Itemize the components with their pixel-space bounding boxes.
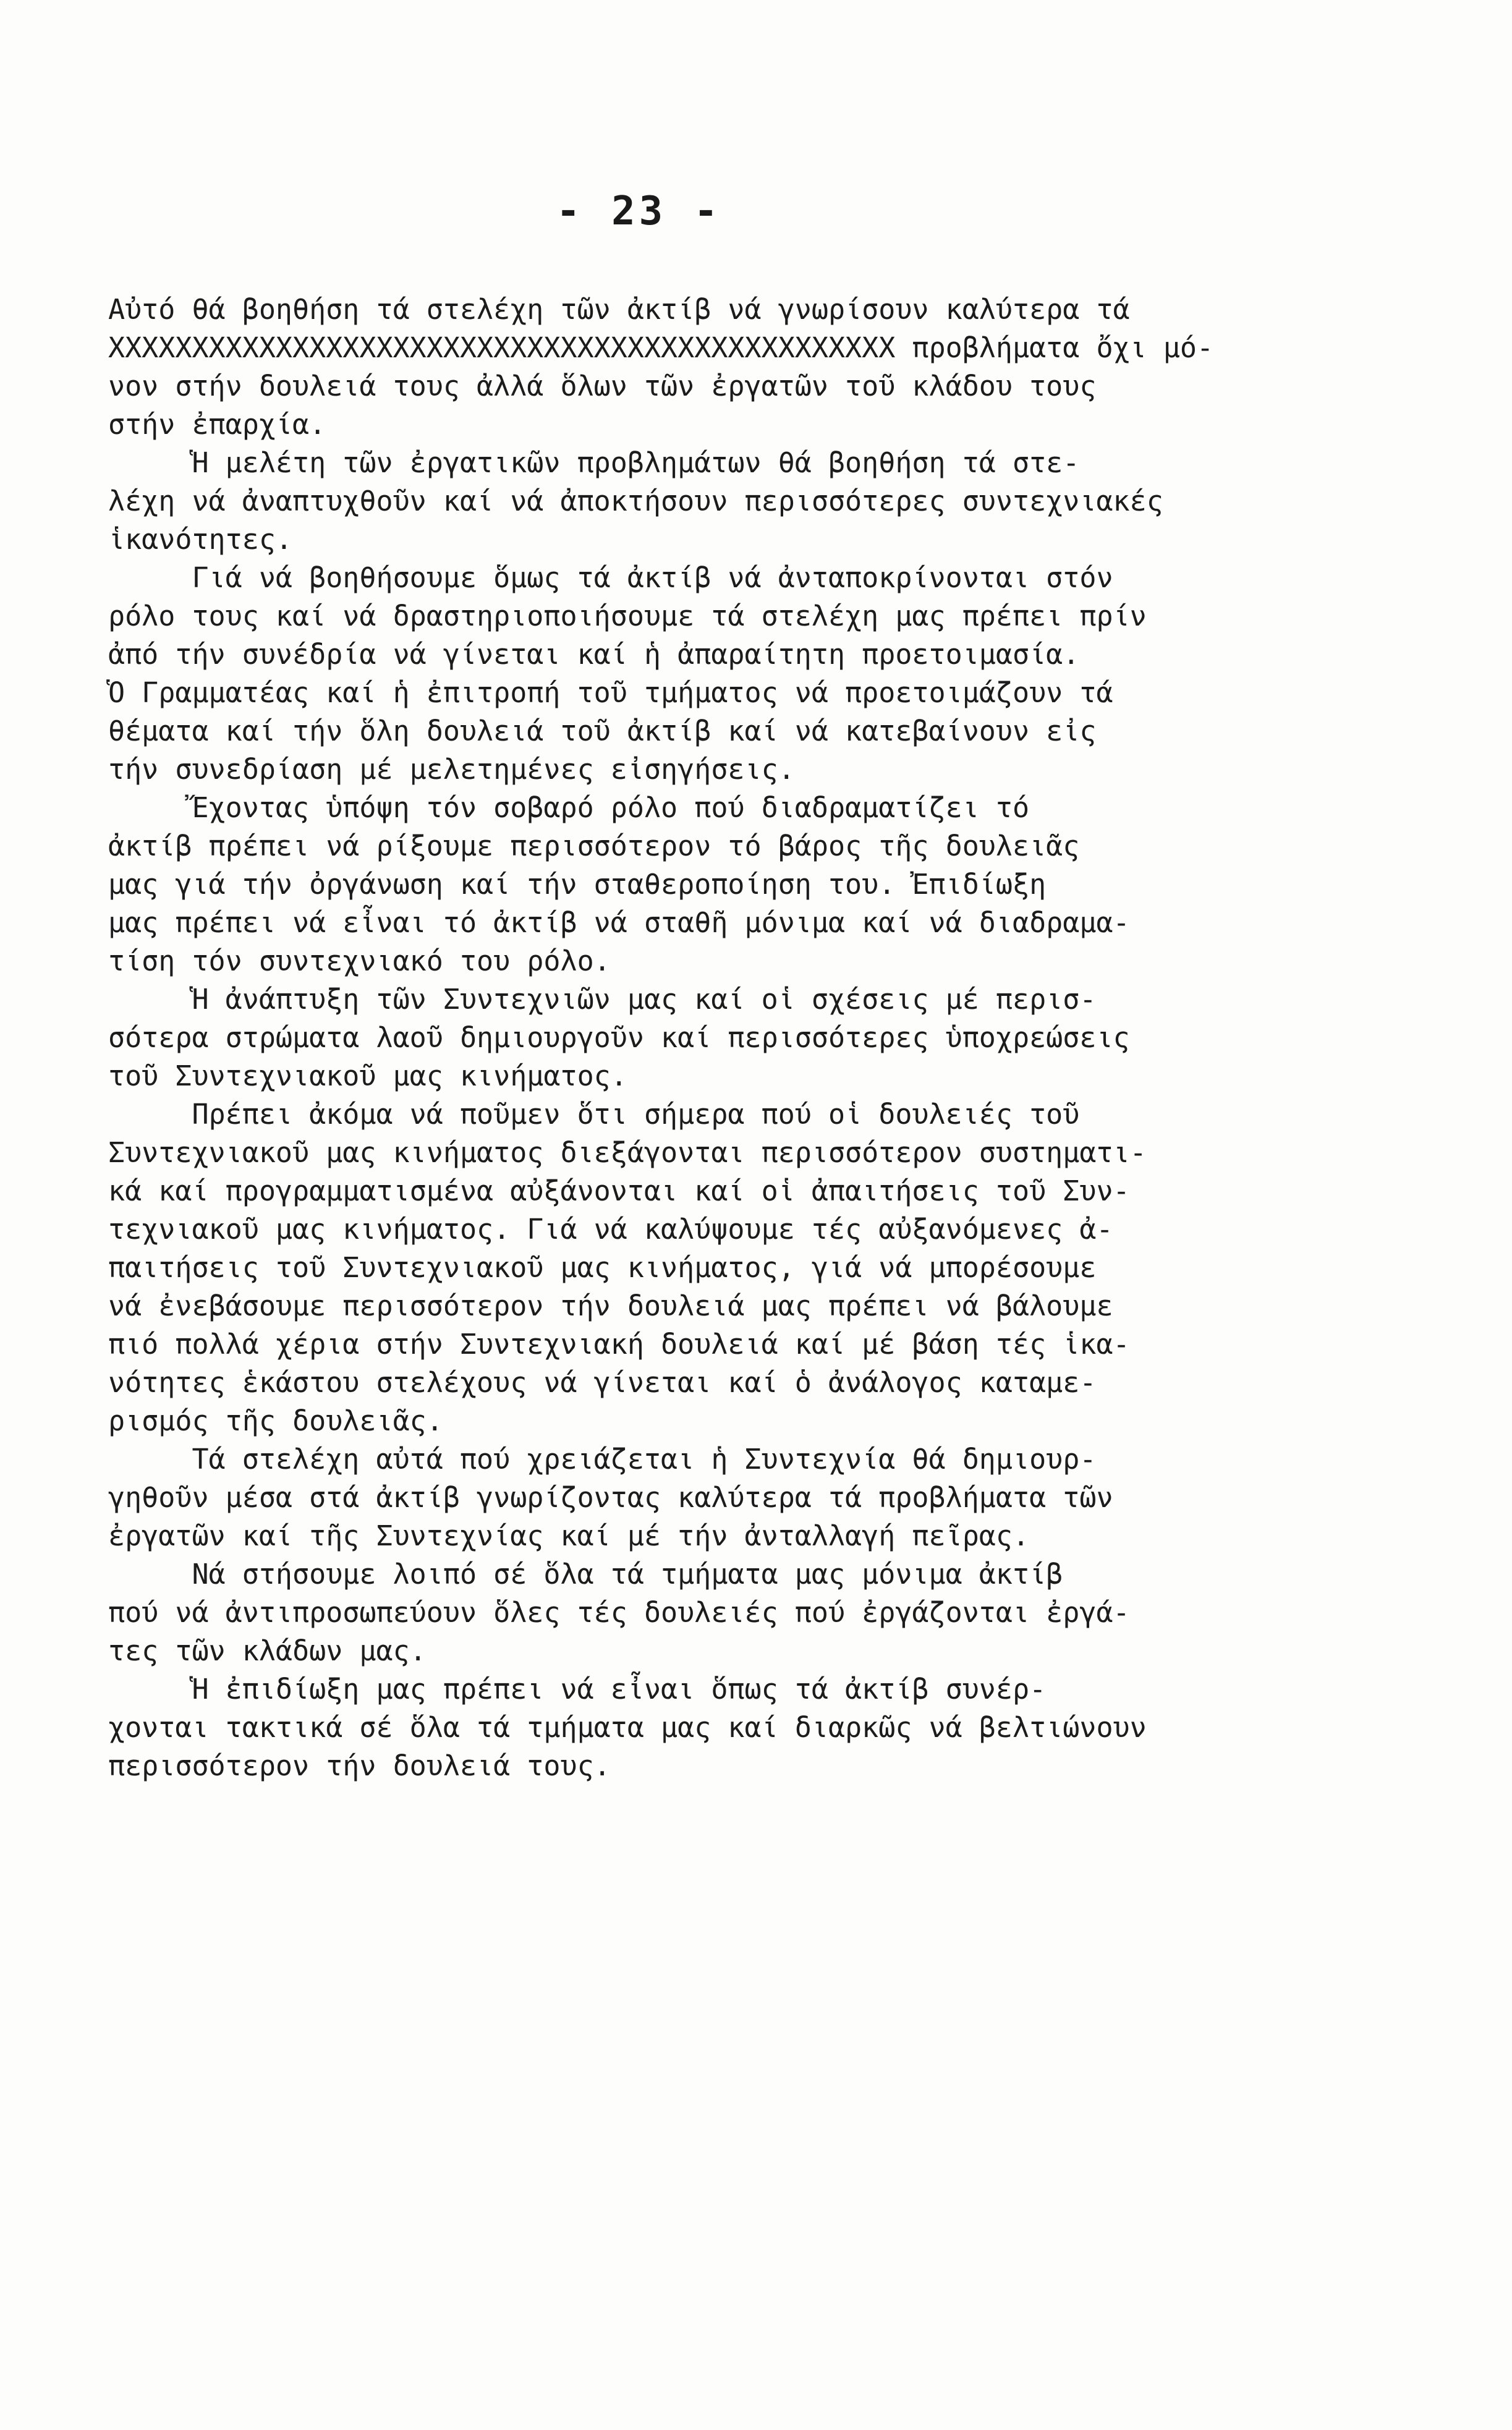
text-line: Αὐτό θά βοηθήση τά στελέχη τῶν ἀκτίβ νά γνωρίσουν καλύτερα τά xyxy=(108,293,1130,326)
text-line: πού νά ἀντιπροσωπεύουν ὅλες τές δουλειές πού ἐργάζονται ἐργά- xyxy=(108,1596,1130,1629)
text-line: νά ἐνεβάσουμε περισσότερον τήν δουλειά μας πρέπει νά βάλουμε xyxy=(108,1289,1113,1322)
text-line: Γιά νά βοηθήσουμε ὅμως τά ἀκτίβ νά ἀνταποκρίνονται στόν xyxy=(108,561,1113,594)
text-line: Ἡ ἐπιδίωξη μας πρέπει νά εἶναι ὅπως τά ἀκτίβ συνέρ- xyxy=(108,1673,1047,1706)
text-line: τοῦ Συντεχνιακοῦ μας κινήματος. xyxy=(108,1060,627,1092)
text-line: Συντεχνιακοῦ μας κινήματος διεξάγονται περισσότερον συστηματι- xyxy=(108,1136,1147,1169)
text-line: τες τῶν κλάδων μας. xyxy=(108,1634,427,1667)
text-line: Νά στήσουμε λοιπό σέ ὅλα τά τμήματα μας μόνιμα ἀκτίβ xyxy=(108,1558,1063,1591)
text-line: στήν ἐπαρχία. xyxy=(108,408,326,441)
text-line: τίση τόν συντεχνιακό του ρόλο. xyxy=(108,945,611,977)
text-line: παιτήσεις τοῦ Συντεχνιακοῦ μας κινήματος, γιά νά μπορέσουμε xyxy=(108,1251,1097,1284)
text-line: Ἡ ἀνάπτυξη τῶν Συντεχνιῶν μας καί οἱ σχέσεις μέ περισ- xyxy=(108,983,1097,1016)
text-line: Πρέπει ἀκόμα νά ποῦμεν ὅτι σήμερα πού οἱ δουλειές τοῦ xyxy=(108,1098,1080,1131)
text-line: κά καί προγραμματισμένα αὐξάνονται καί οἱ ἀπαιτήσεις τοῦ Συν- xyxy=(108,1175,1130,1207)
text-line: Ἔχοντας ὑπόψη τόν σοβαρό ρόλο πού διαδραματίζει τό xyxy=(108,791,1030,824)
text-line: σότερα στρώματα λαοῦ δημιουργοῦν καί περισσότερες ὑποχρεώσεις xyxy=(108,1021,1130,1054)
text-line: ἀκτίβ πρέπει νά ρίξουμε περισσότερον τό βάρος τῆς δουλειᾶς xyxy=(108,830,1080,862)
text-line: ρισμός τῆς δουλειᾶς. xyxy=(108,1404,443,1437)
text-line: τεχνιακοῦ μας κινήματος. Γιά νά καλύψουμε τές αὐξανόμενες ἀ- xyxy=(108,1213,1113,1246)
text-line: πιό πολλά χέρια στήν Συντεχνιακή δουλειά καί μέ βάση τές ἱκα- xyxy=(108,1328,1130,1361)
text-line: Ἡ μελέτη τῶν ἐργατικῶν προβλημάτων θά βοηθήση τά στε- xyxy=(108,446,1080,479)
text-line: περισσότερον τήν δουλειά τους. xyxy=(108,1749,611,1782)
text-line: τήν συνεδρίαση μέ μελετημένες εἰσηγήσεις. xyxy=(108,753,795,786)
text-line: ἐργατῶν καί τῆς Συντεχνίας καί μέ τήν ἀνταλλαγή πεῖρας. xyxy=(108,1519,1030,1552)
text-line: λέχη νά ἀναπτυχθοῦν καί νά ἀποκτήσουν περισσότερες συντεχνιακές xyxy=(108,485,1163,517)
text-line: ἀπό τήν συνέδρία νά γίνεται καί ἡ ἀπαραίτητη προετοιμασία. xyxy=(108,638,1080,671)
text-line: γηθοῦν μέσα στά ἀκτίβ γνωρίζοντας καλύτερα τά προβλήματα τῶν xyxy=(108,1481,1113,1514)
text-line: χονται τακτικά σέ ὅλα τά τμήματα μας καί διαρκῶς νά βελτιώνουν xyxy=(108,1711,1147,1744)
text-line: θέματα καί τήν ὅλη δουλειά τοῦ ἀκτίβ καί νά κατεβαίνουν εἰς xyxy=(108,715,1097,747)
body-text xyxy=(108,291,1320,1785)
text-line: Τά στελέχη αὐτά πού χρειάζεται ἡ Συντεχνία θά δημιουρ- xyxy=(108,1443,1097,1476)
text-line: νον στήν δουλειά τους ἀλλά ὅλων τῶν ἐργατῶν τοῦ κλάδου τους xyxy=(108,370,1097,402)
text-line: XXXXXXXXXXXXXXXXXXXXXXXXXXXXXXXXXXXXXXXXXXXXXXX προβλήματα ὄχι μό- xyxy=(108,331,1214,364)
text-line: ρόλο τους καί νά δραστηριοποιήσουμε τά στελέχη μας πρέπει πρίν xyxy=(108,600,1147,632)
page-number: - 23 - xyxy=(556,189,722,234)
text-line: μας πρέπει νά εἶναι τό ἀκτίβ νά σταθῆ μόνιμα καί νά διαδραμα- xyxy=(108,906,1130,939)
text-line: ἱκανότητες. xyxy=(108,523,293,556)
text-line: Ὁ Γραμματέας καί ἡ ἐπιτροπή τοῦ τμήματος νά προετοιμάζουν τά xyxy=(108,676,1113,709)
text-line: μας γιά τήν ὀργάνωση καί τήν σταθεροποίηση του. Ἐπιδίωξη xyxy=(108,868,1047,901)
text-line: νότητες ἑκάστου στελέχους νά γίνεται καί ὁ ἀνάλογος καταμε- xyxy=(108,1366,1097,1399)
